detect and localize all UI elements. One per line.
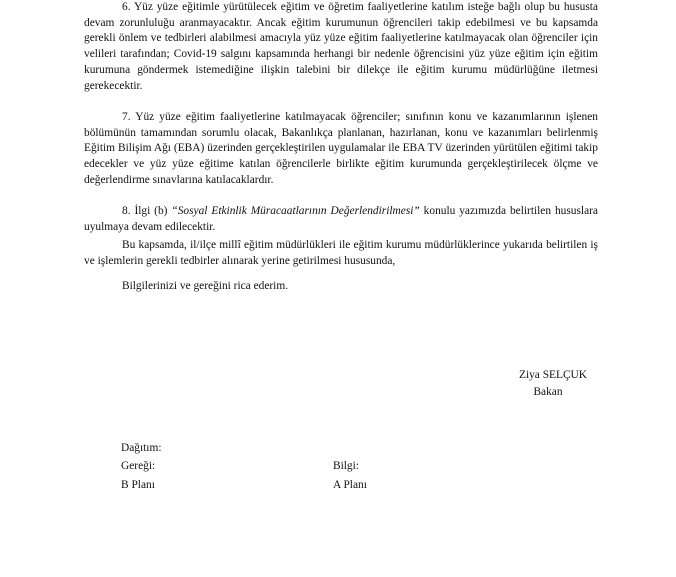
geregi-value: B Planı	[121, 479, 155, 491]
paragraph-6-text: 6. Yüz yüze eğitimle yürütülecek eğitim ve öğretim faaliyetlerine katılım isteğe bağlı olup bu hususta devam zorunluluğu aranmayacaktır. Ancak eğitim kurumunun öğrencileri takip edebilmesi ve bu kapsamda gerekli önlem ve tedbirleri alabilmesi amacıyla yüz yüze eğitim faaliyetlerine katılmayacak olan öğrenciler için velileri tarafından; Covid-19 salgını kapsamında herhangi bir nedenle öğrencisini yüz yüze eğitim için eğitim kurumuna göndermek istemediğine ilişkin talebini bir dilekçe ile eğitim kurumu müdürlüğüne iletmesi gerekecektir.	[84, 1, 598, 92]
signatory-name: Ziya SELÇUK	[518, 369, 588, 381]
paragraph-8-after: konulu yazımızda belirtilen hususlara uyulmaya devam edilecektir.	[84, 205, 598, 233]
geregi-label: Gereği:	[121, 460, 156, 472]
paragraph-6	[84, 0, 598, 94]
paragraph-7	[84, 110, 598, 189]
regards-line	[84, 279, 598, 295]
paragraph-8-quote: “Sosyal Etkinlik Müracaatlarının Değerlendirilmesi”	[171, 205, 420, 217]
regards-text: Bilgilerinizi ve gereğini rica ederim.	[122, 280, 289, 292]
bilgi-label: Bilgi:	[333, 460, 359, 472]
closing-paragraph	[84, 238, 598, 269]
signature-block	[478, 367, 598, 401]
bilgi-value: A Planı	[333, 479, 367, 491]
distribution-label: Dağıtım:	[121, 442, 162, 454]
paragraph-8-before: 8. İlgi (b)	[122, 205, 172, 217]
closing-text: Bu kapsamda, il/ilçe millî eğitim müdürlükleri ile eğitim kurumu müdürlüklerince yukarıda belirtilen iş ve işlemlerin gerekli tedbirler alınarak yerine getirilmesi hususunda,	[84, 239, 598, 267]
paragraph-7-text: 7. Yüz yüze eğitim faaliyetlerine katılmayacak öğrenciler; sınıfının konu ve kazanımlarının işlenen bölümünün tamamından sorumlu olacak, Bakanlıkça planlanan, hazırlanan, konu ve kazanımları belirlenmiş Eğitim Bilişim Ağı (EBA) üzerinden gerçekleştirilen uygulamalar ile EBA TV üzerinden yürütülen eğitimi takip edecekler ve yüz yüze eğitime katılan öğrencilerle birlikte eğitim kurumunda gerçekleştirilecek ölçme ve değerlendirme sınavlarına katılacaklardır.	[84, 111, 598, 186]
paragraph-8	[84, 204, 598, 235]
signatory-title: Bakan	[533, 386, 563, 398]
